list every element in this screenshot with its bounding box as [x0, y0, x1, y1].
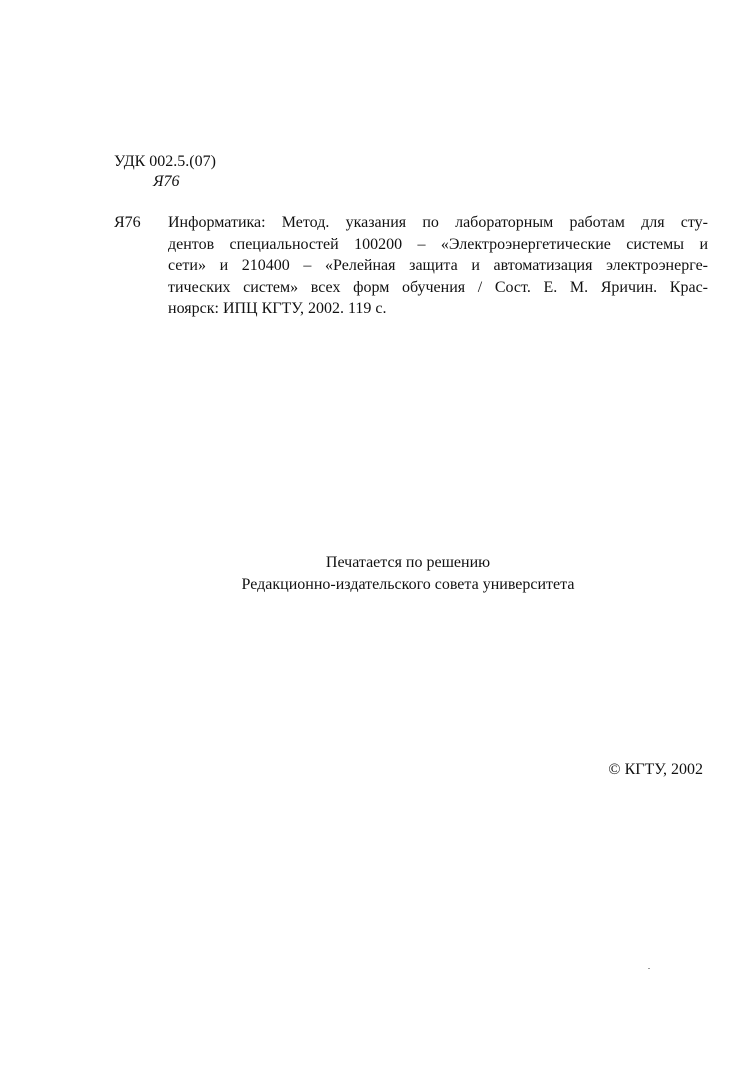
- bibliographic-line: дентов специальностей 100200 – «Электроэнергетические системы и: [168, 235, 708, 253]
- bibliographic-line: Информатика: Метод. указания по лабораторным работам для сту-: [168, 214, 708, 231]
- copyright-notice: © КГТУ, 2002: [608, 761, 703, 778]
- approval-line-2: Редакционно-издательского совета университета: [241, 576, 575, 593]
- bibliographic-line: ноярск: ИПЦ КГТУ, 2002. 119 с.: [168, 300, 387, 317]
- approval-notice: [0, 552, 747, 596]
- udk-block: [114, 152, 216, 192]
- bibliographic-line: сети» и 210400 – «Релейная защита и автоматизация электроэнерге-: [168, 257, 708, 274]
- bibliographic-mark: Я76: [114, 214, 141, 231]
- bibliographic-line: тических систем» всех форм обучения / Сост. Е. М. Яричин. Крас-: [168, 278, 708, 296]
- approval-line-1: Печатается по решению: [325, 554, 491, 571]
- udk-code: УДК 002.5.(07): [114, 153, 216, 170]
- print-speck: [648, 968, 650, 969]
- udk-author-mark: Я76: [153, 173, 180, 190]
- bibliographic-entry: [168, 212, 708, 320]
